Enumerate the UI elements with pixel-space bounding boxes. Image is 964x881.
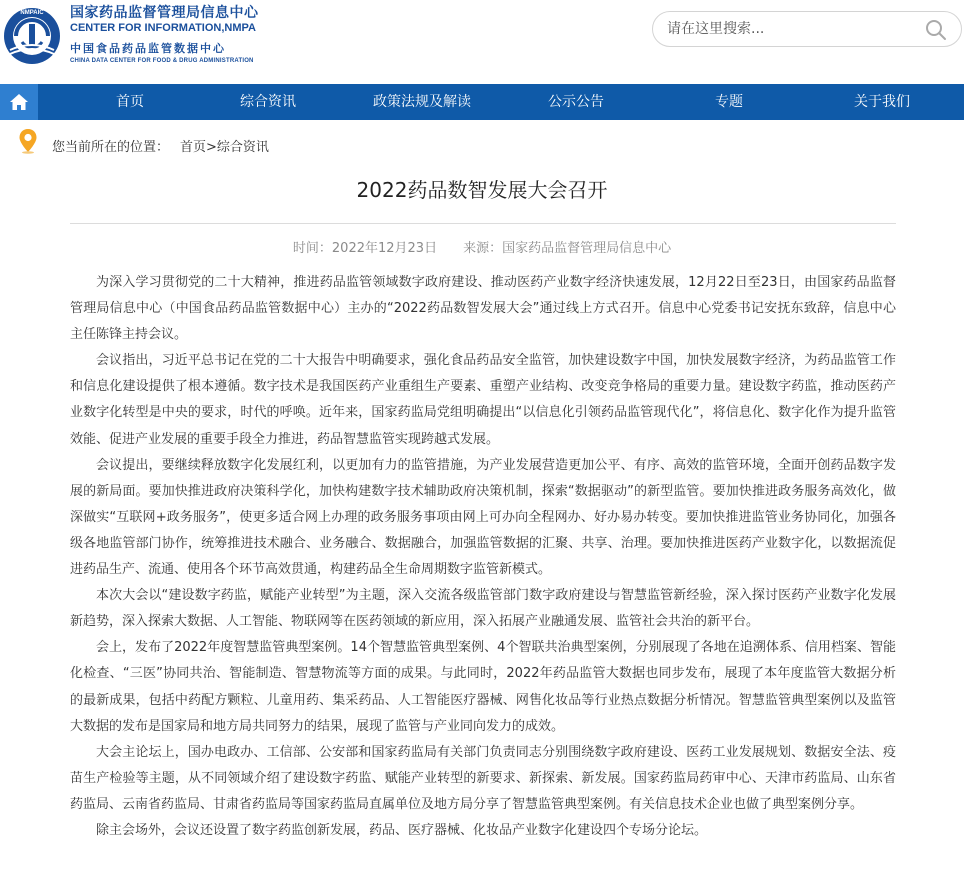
breadcrumb-current-link[interactable]: 综合资讯 — [216, 140, 269, 155]
site-logo-text[interactable] — [70, 4, 259, 65]
breadcrumb — [0, 120, 964, 164]
main-nav — [0, 84, 964, 120]
home-icon — [9, 93, 29, 111]
location-pin-icon — [18, 128, 38, 154]
data-center-name-cn: 中国食品药品监管数据中心 — [70, 42, 226, 55]
nav-item-topics[interactable]: 专题 — [715, 94, 743, 110]
article-paragraph: 会上，发布了2022年度智慧监管典型案例。14个智慧监管典型案例、4个智联共治典型案例，分别展现了各地在追溯体系、信用档案、智能化检查、“三医”协同共治、智能制造、智慧物流等方面的成果。与此同时，2022年药品监管大数据也同步发布，展现了本年度监管大数据分析的最新成果，包括中药配方颗粒、儿童用药、集采药品、人工智能医疗器械、网售化妆品等行业热点数据分析情况。智慧监管典型案例以及监管大数据的发布是国家局和地方局共同努力的结果，展现了监管与产业同向发力的成效。 — [70, 640, 896, 734]
org-name-cn: 国家药品监督管理局信息中心 — [70, 5, 259, 21]
breadcrumb-separator: > — [206, 140, 217, 155]
article-body — [70, 270, 896, 844]
svg-text:NMPAIC: NMPAIC — [20, 10, 44, 16]
article-paragraph: 会议指出，习近平总书记在党的二十大报告中明确要求，强化食品药品安全监管，加快建设数字中国，加快发展数字经济，为药品监管工作和信息化建设提供了根本遵循。数字技术是我国医药产业重组生产要素、重塑产业结构、改变竞争格局的重要力量。建设数字药监，推动医药产业数字化转型是中央的要求，时代的呼唤。近年来，国家药监局党组明确提出“以信息化引领药品监管现代化”，将信息化、数字化作为提升监管效能、促进产业发展的重要手段全力推进，药品智慧监管实现跨越式发展。 — [70, 353, 896, 447]
article-meta — [0, 240, 964, 258]
article-paragraph: 会议提出，要继续释放数字化发展红利，以更加有力的监管措施，为产业发展营造更加公平、有序、高效的监管环境，全面开创药品数字发展的新局面。要加快推进政府决策科学化，加快构建数字技术辅助政府决策机制，探索“数据驱动”的新型监管。要加快推进政务服务高效化，做深做实“互联网+政务服务”，使更多适合网上办理的政务服务事项由网上可办向全程网办、好办易办转变。要加快推进监管业务协同化，加强各级各地监管部门协作，统筹推进技术融合、业务融合、数据融合，加强监管数据的汇聚、共享、治理。要加快推进医药产业数字化，以数据流促进药品生产、流通、使用各个环节高效贯通，构建药品全生命周期数字监管新模式。 — [70, 457, 896, 578]
article-paragraph: 为深入学习贯彻党的二十大精神，推进药品监管领域数字政府建设、推动医药产业数字经济快速发展，12月22日至23日，由国家药品监督管理局信息中心（中国食品药品监管数据中心）主办的“2022药品数智发展大会”通过线上方式召开。信息中心党委书记安抚东致辞，信息中心主任陈锋主持会议。 — [70, 275, 896, 343]
org-name-en: CENTER FOR INFORMATION,NMPA — [70, 22, 256, 34]
nav-item-about[interactable]: 关于我们 — [854, 94, 910, 110]
nav-item-home[interactable]: 首页 — [116, 94, 144, 110]
article-source: 来源：国家药品监督管理局信息中心 — [463, 241, 672, 256]
search-icon[interactable] — [925, 19, 947, 41]
breadcrumb-home-link[interactable]: 首页 — [180, 140, 207, 155]
nav-item-policies[interactable]: 政策法规及解读 — [373, 94, 471, 110]
breadcrumb-path — [180, 136, 269, 155]
nav-home-button[interactable] — [0, 84, 38, 120]
site-header — [0, 0, 964, 84]
nmpaic-emblem-icon[interactable] — [2, 6, 62, 66]
article-date: 时间：2022年12月23日 — [292, 241, 438, 256]
title-divider — [70, 223, 896, 224]
search-input[interactable] — [667, 20, 917, 38]
article-paragraph: 大会主论坛上，国办电政办、工信部、公安部和国家药监局有关部门负责同志分别围绕数字政府建设、医药工业发展规划、数据安全法、疫苗生产检验等主题，从不同领域介绍了建设数字药监、赋能产业转型的新要求、新探索、新发展。国家药监局药审中心、天津市药监局、山东省药监局、云南省药监局、甘肃省药监局等国家药监局直属单位及地方局分享了智慧监管典型案例。有关信息技术企业也做了典型案例分享。 — [70, 744, 896, 812]
article-paragraph: 除主会场外，会议还设置了数字药监创新发展，药品、医疗器械、化妆品产业数字化建设四个专场分论坛。 — [96, 822, 708, 838]
search-box — [652, 11, 962, 47]
nav-item-announcements[interactable]: 公示公告 — [548, 94, 604, 110]
data-center-name-en: CHINA DATA CENTER FOR FOOD & DRUG ADMINISTRATION — [70, 58, 254, 64]
breadcrumb-label: 您当前所在的位置： — [52, 140, 170, 155]
nav-item-news[interactable]: 综合资讯 — [240, 94, 296, 110]
article-title: 2022药品数智发展大会召开 — [356, 178, 608, 202]
article-paragraph: 本次大会以“建设数字药监，赋能产业转型”为主题，深入交流各级监管部门数字政府建设与智慧监管新经验，深入探讨医药产业数字化发展新趋势，深入探索大数据、人工智能、物联网等在医药领域的新应用，深入拓展产业融通发展、监管社会共治的新平台。 — [70, 588, 896, 630]
